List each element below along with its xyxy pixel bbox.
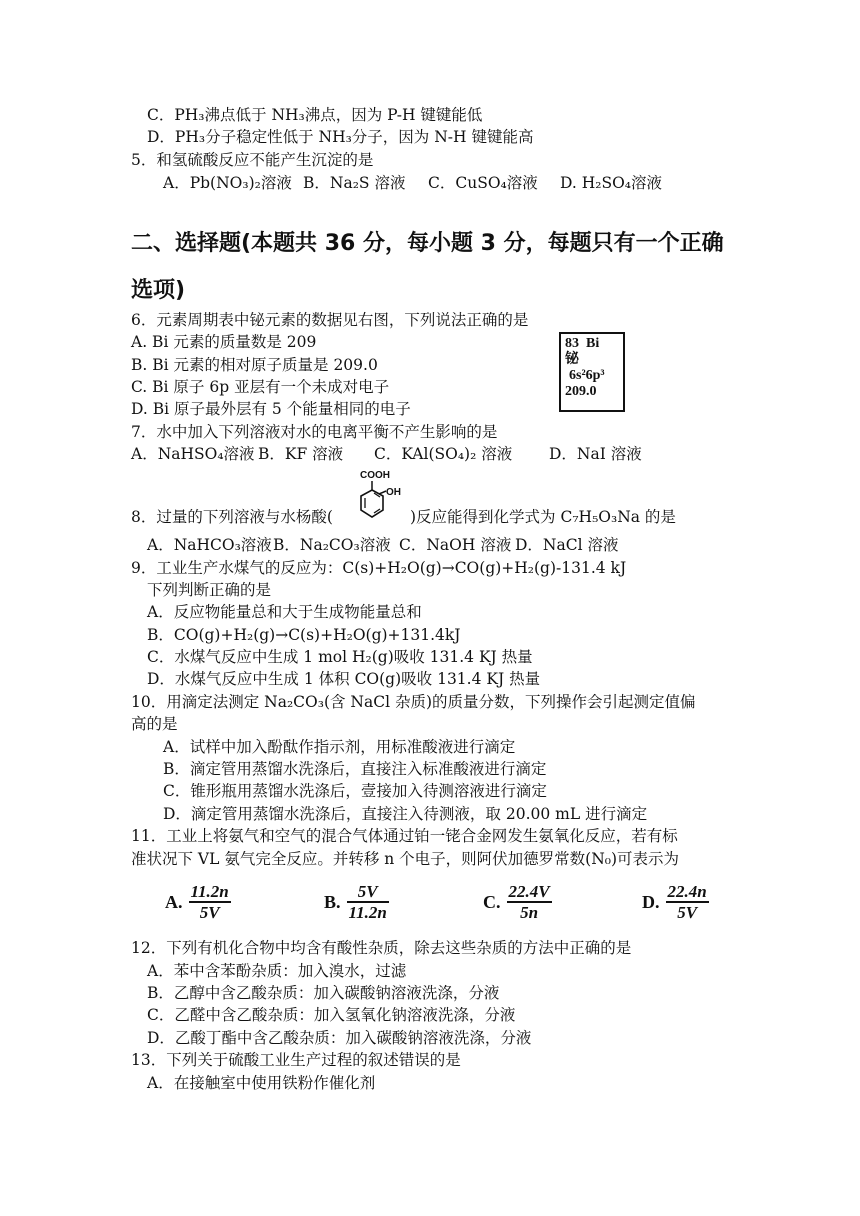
q6-option-c: C. Bi 原子 6p 亚层有一个未成对电子 — [131, 378, 390, 396]
salicylic-acid-structure — [346, 468, 408, 530]
q13-stem: 13．下列关于硫酸工业生产过程的叙述错误的是 — [131, 1051, 461, 1069]
q12-option-d: D．乙酸丁酯中含乙酸杂质：加入碳酸钠溶液洗涤，分液 — [147, 1029, 532, 1047]
q8-option-c: C．NaOH 溶液 — [399, 536, 512, 554]
q8-stem-before: 8．过量的下列溶液与水杨酸( — [131, 508, 333, 526]
q7-option-c: C．KAl(SO₄)₂ 溶液 — [374, 445, 513, 463]
q5-option-b: B．Na₂S 溶液 — [303, 174, 406, 192]
q7-option-d: D．NaI 溶液 — [549, 445, 642, 463]
q11-stem-line1: 11．工业上将氨气和空气的混合气体通过铂一铑合金网发生氨氧化反应，若有标 — [131, 827, 678, 845]
element-name: 铋 — [565, 352, 579, 367]
q5-stem: 5．和氢硫酸反应不能产生沉淀的是 — [131, 151, 374, 169]
q11-option-d: D. $\frac{22.4n}{5V}$ — [642, 882, 707, 922]
q6-option-b: B. Bi 元素的相对原子质量是 209.0 — [131, 356, 378, 374]
q10-option-a: A．试样中加入酚酞作指示剂，用标准酸液进行滴定 — [163, 738, 516, 756]
q12-option-a: A．苯中含苯酚杂质：加入溴水，过滤 — [147, 962, 407, 980]
cooh-label: COOH — [360, 470, 390, 481]
q6-stem: 6．元素周期表中铋元素的数据见右图，下列说法正确的是 — [131, 311, 529, 329]
q8-option-a: A．NaHCO₃溶液 — [147, 536, 272, 554]
q4-option-d: D．PH₃分子稳定性低于 NH₃分子，因为 N-H 键键能高 — [147, 128, 534, 146]
q6-option-a: A. Bi 元素的质量数是 209 — [131, 333, 317, 351]
q5-option-d: D. H₂SO₄溶液 — [560, 174, 662, 192]
q4-option-c: C．PH₃沸点低于 NH₃沸点，因为 P-H 键键能低 — [147, 106, 483, 124]
q9-stem-line1: 9．工业生产水煤气的反应为：C(s)+H₂O(g)→CO(g)+H₂(g)-131.4 kJ — [131, 559, 627, 577]
q10-option-b: B．滴定管用蒸馏水洗涤后，直接注入标准酸液进行滴定 — [163, 760, 547, 778]
q10-option-c: C．锥形瓶用蒸馏水洗涤后，壹接加入待测溶液进行滴定 — [163, 782, 547, 800]
oh-label: OH — [386, 487, 401, 498]
q13-option-a: A．在接触室中使用铁粉作催化剂 — [147, 1074, 376, 1092]
q8-options — [147, 534, 618, 556]
element-symbol: Bi — [586, 336, 600, 351]
q5-options — [163, 172, 662, 194]
q9-option-a: A．反应物能量总和大于生成物能量总和 — [147, 603, 422, 621]
q12-stem: 12．下列有机化合物中均含有酸性杂质，除去这些杂质的方法中正确的是 — [131, 939, 632, 957]
q11-stem-line2: 准状况下 VL 氨气完全反应。并转移 n 个电子，则阿伏加德罗常数(N₀)可表示为 — [131, 850, 680, 868]
q7-option-a: A．NaHSO₄溶液 — [131, 445, 255, 463]
element-config: 6s²6p³ — [569, 368, 605, 383]
q6-option-d: D. Bi 原子最外层有 5 个能量相同的电子 — [131, 400, 411, 418]
q12-option-b: B．乙醇中含乙酸杂质：加入碳酸钠溶液洗涤，分液 — [147, 984, 500, 1002]
q9-stem-line2: 下列判断正确的是 — [147, 581, 272, 599]
q10-option-d: D．滴定管用蒸馏水洗涤后，直接注入待测液，取 20.00 mL 进行滴定 — [163, 805, 648, 823]
q5-option-c: C．CuSO₄溶液 — [428, 174, 538, 192]
q8-option-b: B．Na₂CO₃溶液 — [273, 536, 391, 554]
section-heading-line2: 选项) — [131, 278, 186, 303]
q11-option-b: B. $\frac{5V}{11.2n}$ — [324, 882, 387, 922]
q10-stem-line2: 高的是 — [131, 715, 178, 733]
bismuth-element-box — [559, 332, 625, 412]
q8-stem-after: )反应能得到化学式为 C₇H₅O₃Na 的是 — [410, 508, 676, 526]
q8-option-d: D．NaCl 溶液 — [515, 536, 619, 554]
q11-option-c: C. $\frac{22.4V}{5n}$ — [483, 882, 550, 922]
q12-option-c: C．乙醛中含乙酸杂质：加入氢氧化钠溶液洗涤，分液 — [147, 1006, 516, 1024]
element-number: 83 — [565, 336, 579, 351]
q10-stem-line1: 10．用滴定法测定 Na₂CO₃(含 NaCl 杂质)的质量分数，下列操作会引起测定值偏 — [131, 693, 696, 711]
element-mass: 209.0 — [565, 384, 597, 399]
section-heading-line1: 二、选择题(本题共 36 分，每小题 3 分，每题只有一个正确 — [131, 231, 724, 256]
q9-option-b: B．CO(g)+H₂(g)→C(s)+H₂O(g)+131.4kJ — [147, 626, 461, 644]
q9-option-c: C．水煤气反应中生成 1 mol H₂(g)吸收 131.4 KJ 热量 — [147, 648, 533, 666]
q5-option-a: A．Pb(NO₃)₂溶液 — [163, 174, 292, 192]
q11-option-a: A. $\frac{11.2n}{5V}$ — [165, 882, 229, 922]
benzene-ring — [361, 490, 383, 517]
q7-options — [131, 443, 642, 465]
q9-option-d: D．水煤气反应中生成 1 体积 CO(g)吸收 131.4 KJ 热量 — [147, 670, 541, 688]
q7-stem: 7．水中加入下列溶液对水的电离平衡不产生影响的是 — [131, 423, 498, 441]
q7-option-b: B．KF 溶液 — [258, 445, 344, 463]
